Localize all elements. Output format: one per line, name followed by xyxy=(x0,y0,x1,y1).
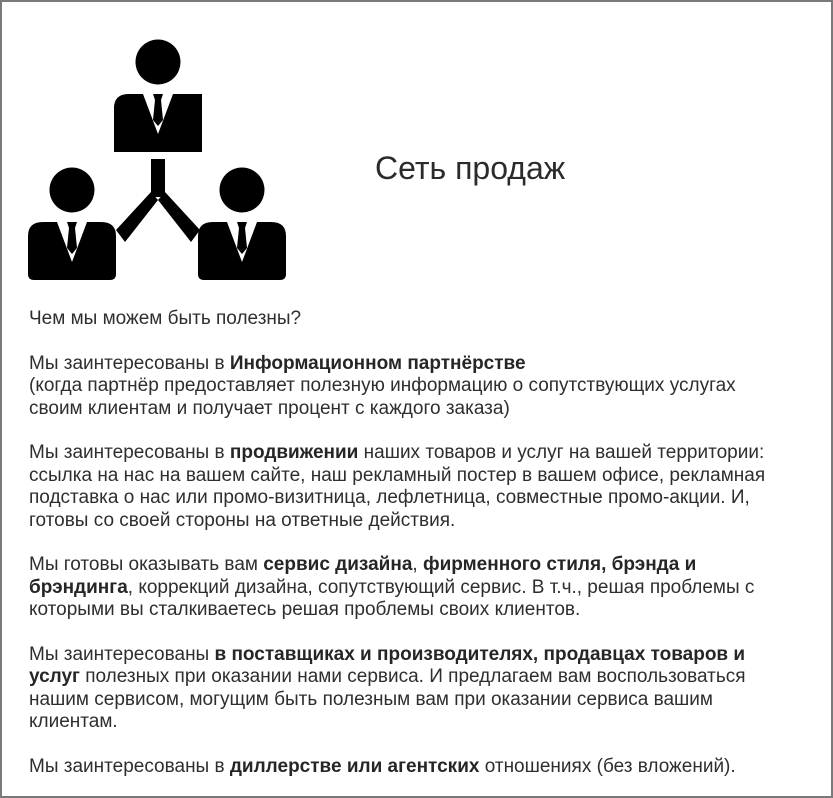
intro-question: Чем мы можем быть полезны? xyxy=(29,308,302,329)
emphasis-services: услуг xyxy=(29,666,80,688)
paragraph-suppliers: Мы заинтересованы в поставщиках и производителях, продавцах товаров и услуг полезных при оказании нами сервиса. И предлагаем вам воспользоваться нашим сервисом, могущим быть полезным вам при оказании сервиса вашим клиентам. xyxy=(29,644,746,733)
paragraph-dealership: Мы заинтересованы в диллерстве или агентских отношениях (без вложений). xyxy=(29,756,736,778)
paragraph-info-partnership: Мы заинтересованы в Информационном партнёрстве (когда партнёр предоставляет полезную информацию о сопутствующих услугах своим клиентам и получает процент с каждого заказа) xyxy=(29,352,736,419)
content-body xyxy=(29,308,819,778)
emphasis-info-partnership: Информационном партнёрстве xyxy=(229,352,526,374)
emphasis-promotion: продвижении xyxy=(229,442,359,464)
emphasis-branding: брэндинга xyxy=(29,576,128,598)
person-top-icon xyxy=(114,40,202,153)
person-right-icon xyxy=(198,168,286,281)
connector-icon xyxy=(116,159,200,242)
paragraph-design-service: Мы готовы оказывать вам сервис дизайна, фирменного стиля, брэнда и брэндинга, коррекций дизайна, сопутствующий сервис. В т.ч., решая проблемы с которыми вы сталкиваетесь решая проблемы своих клиентов. xyxy=(29,554,755,621)
emphasis-design-service: сервис дизайна xyxy=(263,554,413,576)
emphasis-suppliers: в поставщиках и производителях, продавцах товаров и xyxy=(214,644,746,666)
page-title: Сеть продаж xyxy=(375,150,566,186)
person-left-icon xyxy=(28,168,116,281)
emphasis-dealership: диллерстве или агентских xyxy=(229,756,480,778)
paragraph-promotion: Мы заинтересованы в продвижении наших товаров и услуг на вашей территории: ссылка на нас на вашем сайте, наш рекламный постер в вашем офисе, рекламная подставка о нас или промо-визитница, лефлетница, совместные промо-акции. И, готовы со своей стороны на ответные действия. xyxy=(29,442,766,531)
sales-network-people-icon xyxy=(26,36,290,284)
emphasis-corporate-style: фирменного стиля, брэнда и xyxy=(422,554,697,576)
